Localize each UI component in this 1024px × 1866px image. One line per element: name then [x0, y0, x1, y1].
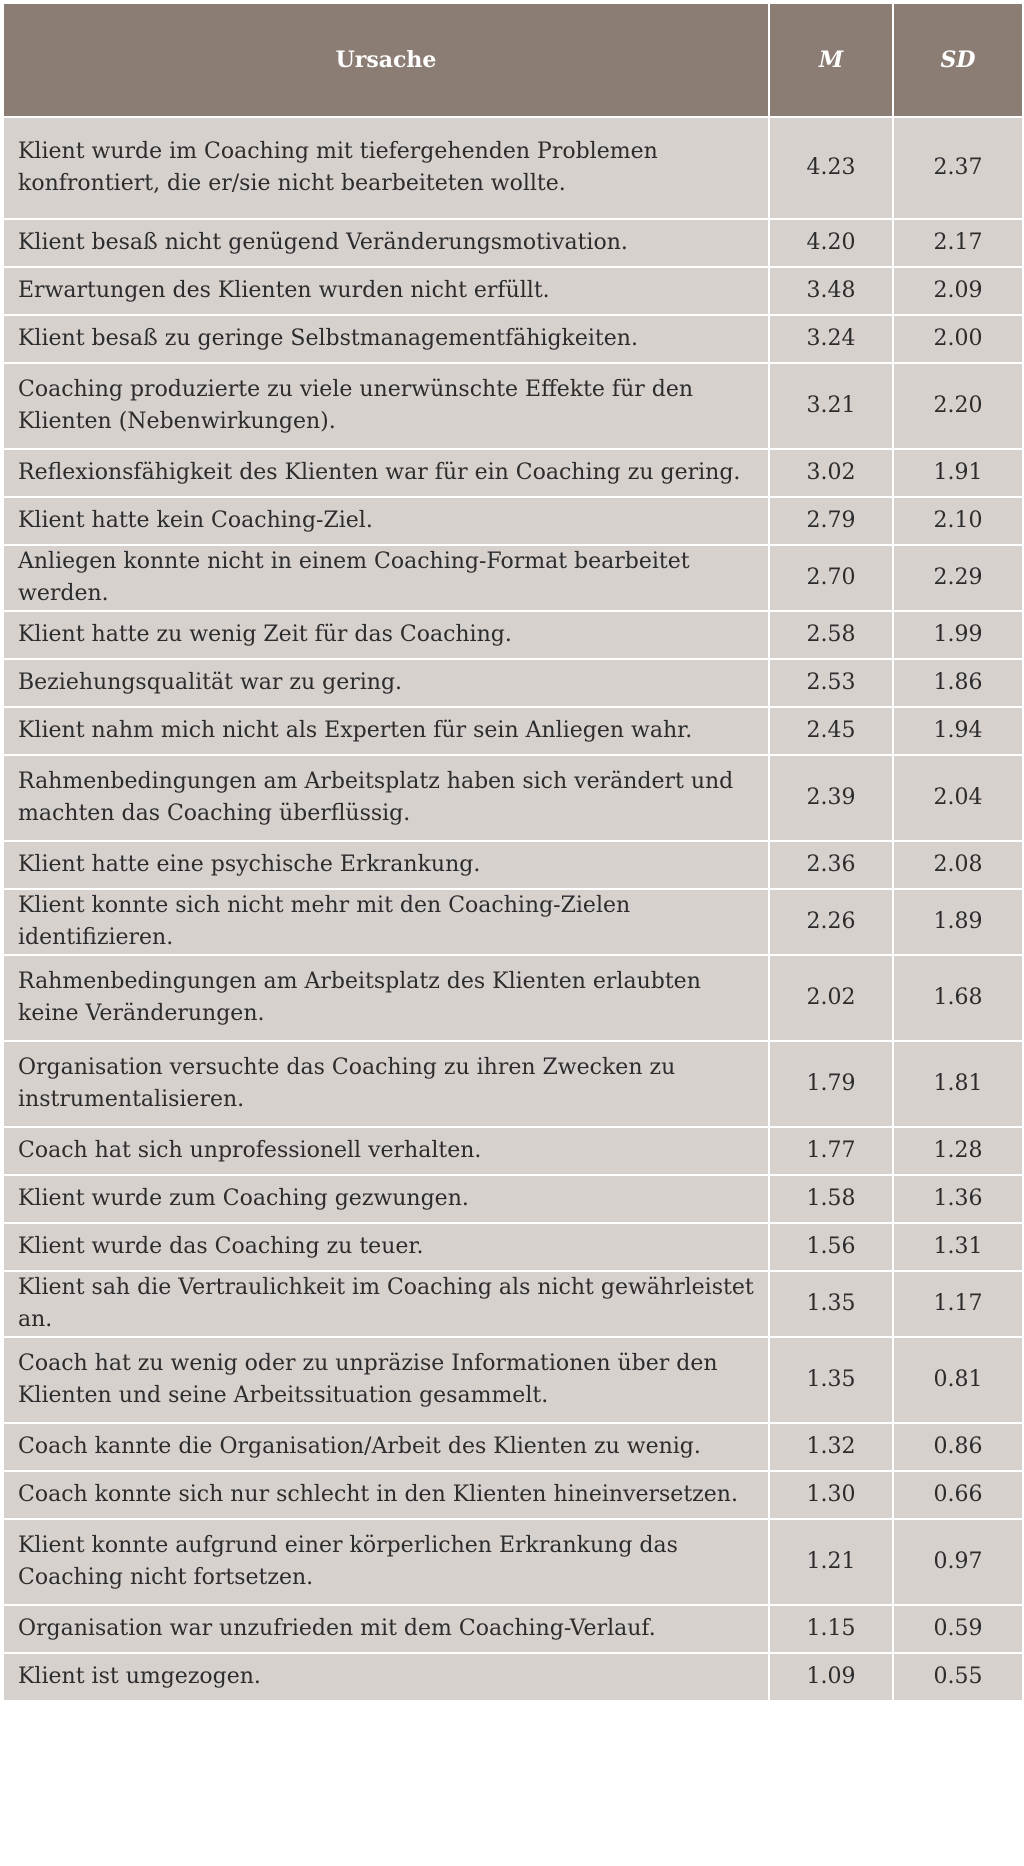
- sd-cell: 1.31: [893, 1223, 1022, 1271]
- mean-cell: 4.23: [769, 117, 893, 219]
- sd-cell: 1.28: [893, 1127, 1022, 1175]
- cause-table: [4, 4, 1022, 1700]
- mean-cell: 3.24: [769, 315, 893, 363]
- sd-cell: 1.89: [893, 889, 1022, 955]
- sd-cell: 1.99: [893, 611, 1022, 659]
- sd-cell: 2.37: [893, 117, 1022, 219]
- table-header: [4, 4, 1022, 117]
- header-sd: SD: [893, 4, 1022, 117]
- cause-cell: Erwartungen des Klienten wurden nicht erfüllt.: [4, 267, 769, 315]
- table-row: [4, 889, 1022, 955]
- mean-cell: 2.26: [769, 889, 893, 955]
- mean-cell: 2.36: [769, 841, 893, 889]
- mean-cell: 2.58: [769, 611, 893, 659]
- mean-cell: 2.70: [769, 545, 893, 611]
- cause-cell: Klient hatte zu wenig Zeit für das Coaching.: [4, 611, 769, 659]
- cause-cell: Klient wurde im Coaching mit tiefergehenden Problemen konfrontiert, die er/sie nicht bearbeiteten wollte.: [4, 117, 769, 219]
- mean-cell: 3.48: [769, 267, 893, 315]
- cause-cell: Coach konnte sich nur schlecht in den Klienten hineinversetzen.: [4, 1471, 769, 1519]
- table-row: [4, 1423, 1022, 1471]
- cause-cell: Anliegen konnte nicht in einem Coaching-Format bearbeitet werden.: [4, 545, 769, 611]
- sd-cell: 2.20: [893, 363, 1022, 449]
- header-cause: Ursache: [4, 4, 769, 117]
- sd-cell: 2.09: [893, 267, 1022, 315]
- cause-cell: Klient konnte aufgrund einer körperlichen Erkrankung das Coaching nicht fortsetzen.: [4, 1519, 769, 1605]
- table-row: [4, 1175, 1022, 1223]
- table-row: [4, 1519, 1022, 1605]
- sd-cell: 0.55: [893, 1653, 1022, 1700]
- mean-cell: 4.20: [769, 219, 893, 267]
- cause-cell: Organisation war unzufrieden mit dem Coaching-Verlauf.: [4, 1605, 769, 1653]
- cause-cell: Coach hat zu wenig oder zu unpräzise Informationen über den Klienten und seine Arbeitssituation gesammelt.: [4, 1337, 769, 1423]
- mean-cell: 1.58: [769, 1175, 893, 1223]
- table-row: [4, 1041, 1022, 1127]
- table-row: [4, 449, 1022, 497]
- cause-cell: Klient ist umgezogen.: [4, 1653, 769, 1700]
- cause-cell: Rahmenbedingungen am Arbeitsplatz des Klienten erlaubten keine Veränderungen.: [4, 955, 769, 1041]
- mean-cell: 2.39: [769, 755, 893, 841]
- mean-cell: 1.35: [769, 1271, 893, 1337]
- sd-cell: 1.86: [893, 659, 1022, 707]
- cause-cell: Klient sah die Vertraulichkeit im Coaching als nicht gewährleistet an.: [4, 1271, 769, 1337]
- cause-cell: Klient wurde das Coaching zu teuer.: [4, 1223, 769, 1271]
- sd-cell: 0.81: [893, 1337, 1022, 1423]
- sd-cell: 0.66: [893, 1471, 1022, 1519]
- table-row: [4, 841, 1022, 889]
- table-row: [4, 1127, 1022, 1175]
- sd-cell: 1.94: [893, 707, 1022, 755]
- sd-cell: 1.91: [893, 449, 1022, 497]
- cause-cell: Klient hatte eine psychische Erkrankung.: [4, 841, 769, 889]
- header-row: [4, 4, 1022, 117]
- mean-cell: 1.77: [769, 1127, 893, 1175]
- sd-cell: 0.86: [893, 1423, 1022, 1471]
- table-body: [4, 117, 1022, 1700]
- table-row: [4, 219, 1022, 267]
- mean-cell: 1.32: [769, 1423, 893, 1471]
- mean-cell: 1.09: [769, 1653, 893, 1700]
- table-row: [4, 315, 1022, 363]
- cause-cell: Klient wurde zum Coaching gezwungen.: [4, 1175, 769, 1223]
- table-row: [4, 1223, 1022, 1271]
- table-row: [4, 545, 1022, 611]
- mean-cell: 1.15: [769, 1605, 893, 1653]
- table-row: [4, 267, 1022, 315]
- table-row: [4, 1271, 1022, 1337]
- mean-cell: 3.21: [769, 363, 893, 449]
- table-row: [4, 659, 1022, 707]
- sd-cell: 1.17: [893, 1271, 1022, 1337]
- sd-cell: 1.68: [893, 955, 1022, 1041]
- cause-cell: Coach hat sich unprofessionell verhalten.: [4, 1127, 769, 1175]
- cause-cell: Klient konnte sich nicht mehr mit den Coaching-Zielen identifizieren.: [4, 889, 769, 955]
- cause-cell: Klient nahm mich nicht als Experten für sein Anliegen wahr.: [4, 707, 769, 755]
- mean-cell: 1.56: [769, 1223, 893, 1271]
- sd-cell: 1.36: [893, 1175, 1022, 1223]
- sd-cell: 2.04: [893, 755, 1022, 841]
- sd-cell: 2.10: [893, 497, 1022, 545]
- mean-cell: 1.30: [769, 1471, 893, 1519]
- mean-cell: 1.21: [769, 1519, 893, 1605]
- cause-cell: Reflexionsfähigkeit des Klienten war für ein Coaching zu gering.: [4, 449, 769, 497]
- table-row: [4, 363, 1022, 449]
- cause-cell: Klient hatte kein Coaching-Ziel.: [4, 497, 769, 545]
- mean-cell: 3.02: [769, 449, 893, 497]
- cause-cell: Coaching produzierte zu viele unerwünschte Effekte für den Klienten (Nebenwirkungen).: [4, 363, 769, 449]
- mean-cell: 1.35: [769, 1337, 893, 1423]
- cause-table-container: [4, 4, 1022, 1700]
- table-row: [4, 955, 1022, 1041]
- mean-cell: 2.79: [769, 497, 893, 545]
- cause-cell: Beziehungsqualität war zu gering.: [4, 659, 769, 707]
- header-m: M: [769, 4, 893, 117]
- mean-cell: 2.53: [769, 659, 893, 707]
- mean-cell: 2.45: [769, 707, 893, 755]
- cause-cell: Klient besaß zu geringe Selbstmanagementfähigkeiten.: [4, 315, 769, 363]
- cause-cell: Coach kannte die Organisation/Arbeit des Klienten zu wenig.: [4, 1423, 769, 1471]
- table-row: [4, 497, 1022, 545]
- table-row: [4, 611, 1022, 659]
- sd-cell: 0.59: [893, 1605, 1022, 1653]
- cause-cell: Rahmenbedingungen am Arbeitsplatz haben sich verändert und machten das Coaching überflüssig.: [4, 755, 769, 841]
- sd-cell: 2.17: [893, 219, 1022, 267]
- sd-cell: 0.97: [893, 1519, 1022, 1605]
- sd-cell: 2.08: [893, 841, 1022, 889]
- table-row: [4, 117, 1022, 219]
- table-row: [4, 1605, 1022, 1653]
- table-row: [4, 1471, 1022, 1519]
- table-row: [4, 1653, 1022, 1700]
- table-row: [4, 1337, 1022, 1423]
- mean-cell: 2.02: [769, 955, 893, 1041]
- sd-cell: 1.81: [893, 1041, 1022, 1127]
- table-row: [4, 707, 1022, 755]
- cause-cell: Klient besaß nicht genügend Veränderungsmotivation.: [4, 219, 769, 267]
- table-row: [4, 755, 1022, 841]
- mean-cell: 1.79: [769, 1041, 893, 1127]
- sd-cell: 2.29: [893, 545, 1022, 611]
- cause-cell: Organisation versuchte das Coaching zu ihren Zwecken zu instrumentalisieren.: [4, 1041, 769, 1127]
- sd-cell: 2.00: [893, 315, 1022, 363]
